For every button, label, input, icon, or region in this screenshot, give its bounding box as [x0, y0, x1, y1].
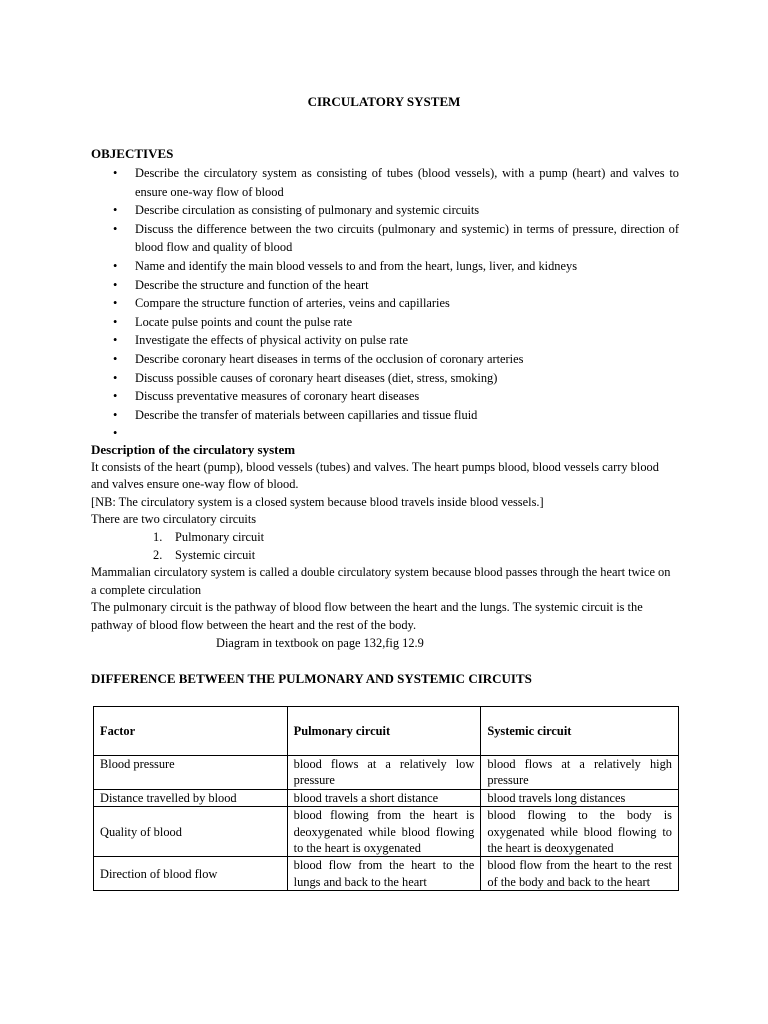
- objective-item: • Describe coronary heart diseases in terms of the occlusion of coronary arteries: [91, 350, 679, 369]
- table-cell: blood flows at a relatively low pressure: [287, 756, 481, 790]
- comparison-table: [93, 706, 679, 891]
- table-cell: blood flow from the heart to the rest of the body and back to the heart: [481, 857, 679, 891]
- table-cell: blood travels long distances: [481, 789, 679, 806]
- diagram-reference: Diagram in textbook on page 132,fig 12.9: [216, 635, 424, 650]
- table-row: [94, 756, 679, 790]
- objective-item: • Discuss the difference between the two circuits (pulmonary and systemic) in terms of pressure, direction of blood flow and quality of blood: [91, 220, 679, 257]
- difference-heading: DIFFERENCE BETWEEN THE PULMONARY AND SYSTEMIC CIRCUITS: [91, 671, 532, 686]
- table-cell: blood flows at a relatively high pressure: [481, 756, 679, 790]
- objectives-list: [91, 164, 679, 443]
- objective-item: • Describe the structure and function of the heart: [91, 276, 679, 295]
- objective-item: • Describe the circulatory system as consisting of tubes (blood vessels), with a pump (heart) and valves to ensure one-way flow of blood: [91, 164, 679, 201]
- objective-item: • Discuss possible causes of coronary heart diseases (diet, stress, smoking): [91, 369, 679, 388]
- circuit-item-systemic: [91, 547, 679, 565]
- description-note: [NB: The circulatory system is a closed system because blood travels inside blood vessels.]: [91, 494, 544, 509]
- page-title: CIRCULATORY SYSTEM: [307, 94, 461, 109]
- table-cell: blood flowing from the heart is deoxygenated while blood flowing to the heart is oxygenated: [287, 807, 481, 857]
- table-cell-factor: Quality of blood: [94, 807, 288, 857]
- objective-item: • Compare the structure function of arteries, veins and capillaries: [91, 294, 679, 313]
- table-row: [94, 857, 679, 891]
- table-cell: blood travels a short distance: [287, 789, 481, 806]
- table-cell-factor: Distance travelled by blood: [94, 789, 288, 806]
- header-systemic: Systemic circuit: [481, 707, 679, 756]
- description-paragraph: It consists of the heart (pump), blood vessels (tubes) and valves. The heart pumps blood, blood vessels carry blood and valves ensure one-way flow of blood.: [91, 459, 659, 492]
- circuit-label: Pulmonary circuit: [175, 529, 265, 544]
- table-cell-factor: Blood pressure: [94, 756, 288, 790]
- table-cell: blood flow from the heart to the lungs and back to the heart: [287, 857, 481, 891]
- table-header-row: [94, 707, 679, 756]
- table-cell-factor: Direction of blood flow: [94, 857, 288, 891]
- table-cell: blood flowing to the body is oxygenated while blood flowing to the heart is deoxygenated: [481, 807, 679, 857]
- circuits-intro: There are two circulatory circuits: [91, 512, 257, 527]
- circuit-label: Systemic circuit: [175, 547, 256, 562]
- circuit-definition-paragraph: The pulmonary circuit is the pathway of blood flow between the heart and the lungs. The systemic circuit is the pathway of blood flow between the heart and the rest of the body.: [91, 600, 643, 632]
- header-factor: Factor: [94, 707, 288, 756]
- circuit-number: 1.: [153, 529, 163, 544]
- objective-item: • Describe circulation as consisting of pulmonary and systemic circuits: [91, 201, 679, 220]
- objective-item: • Name and identify the main blood vessels to and from the heart, lungs, liver, and kidneys: [91, 257, 679, 276]
- objective-item: • Locate pulse points and count the pulse rate: [91, 313, 679, 332]
- objective-item: • Discuss preventative measures of coronary heart diseases: [91, 387, 679, 406]
- double-circulation-paragraph: Mammalian circulatory system is called a double circulatory system because blood passes through the heart twice on a complete circulation: [91, 565, 671, 597]
- circuit-number: 2.: [153, 547, 163, 562]
- objectives-heading: OBJECTIVES: [91, 146, 174, 161]
- objective-item: • Investigate the effects of physical activity on pulse rate: [91, 331, 679, 350]
- description-section: [91, 441, 679, 652]
- table-row: [94, 807, 679, 857]
- description-heading: Description of the circulatory system: [91, 442, 296, 457]
- objective-item: • Describe the transfer of materials between capillaries and tissue fluid: [91, 406, 679, 425]
- header-pulmonary: Pulmonary circuit: [287, 707, 481, 756]
- circuit-item-pulmonary: [91, 529, 679, 547]
- table-row: [94, 789, 679, 806]
